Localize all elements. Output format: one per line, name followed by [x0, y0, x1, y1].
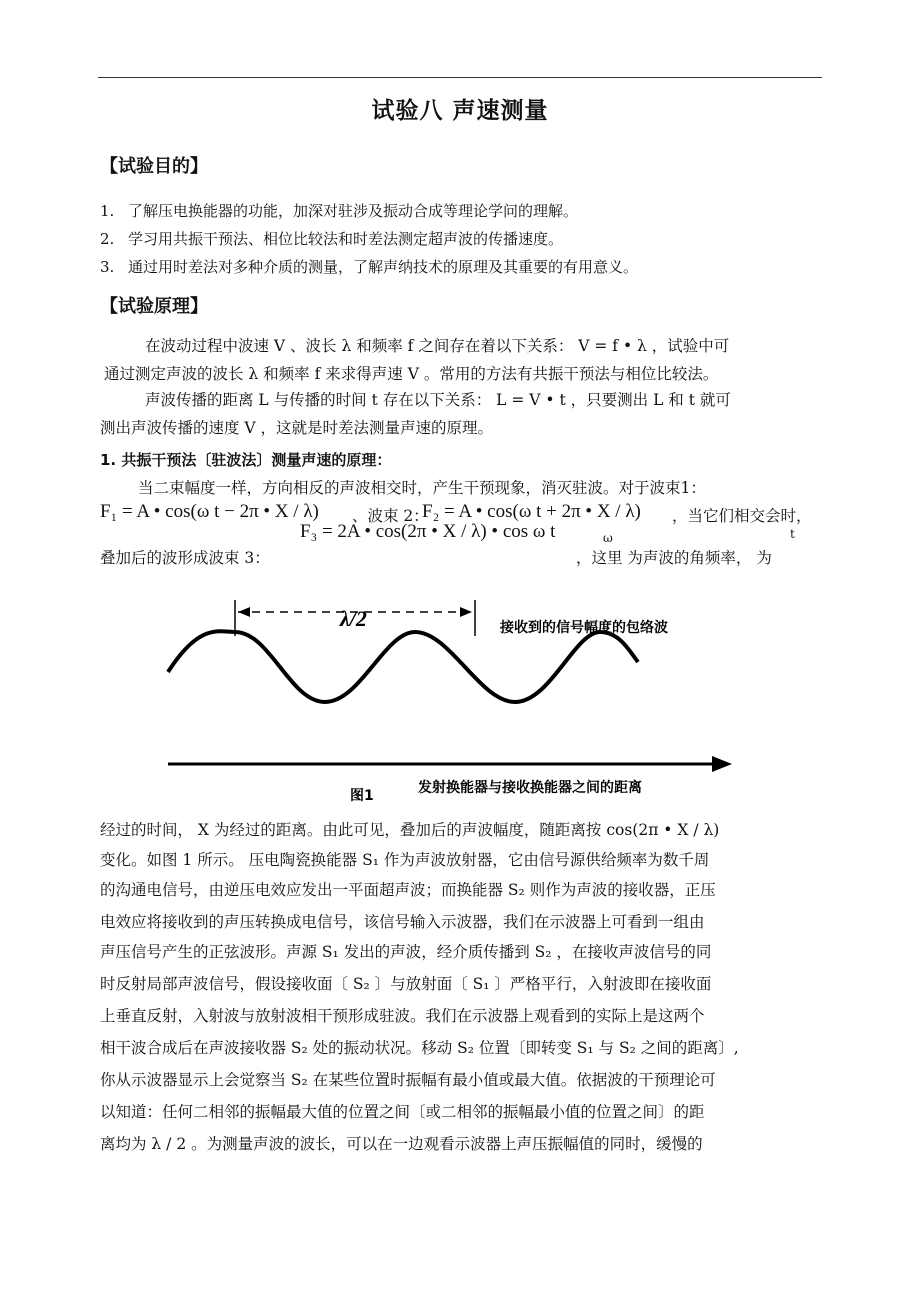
- axis-arrow-icon: [712, 756, 732, 772]
- equation-tail: ，当它们相交会时，: [672, 507, 812, 525]
- figure-caption: 图1: [350, 788, 374, 804]
- equation-f1: F₁ = A • cos(ω t − 2π • X / λ): [100, 501, 319, 522]
- paragraph-line: 离均为 λ / 2 。为测量声波的波长，可以在一边观看示波器上声压振幅值的同时，缓慢的: [100, 1135, 703, 1153]
- section-heading-purpose: 【试验目的】: [100, 156, 208, 177]
- axis-label: 发射换能器与接收换能器之间的距离: [418, 780, 642, 796]
- paragraph-line: 的沟通电信号，由逆压电效应发出一平面超声波；而换能器 S₂ 则作为声波的接收器，正压: [100, 881, 716, 899]
- list-item: 1. 了解压电换能器的功能，加深对驻涉及振动合成等理论学问的理解。: [100, 202, 579, 220]
- paragraph-line: 当二束幅度一样，方向相反的声波相交时，产生干预现象，消灭驻波。对于波束1：: [138, 479, 706, 497]
- envelope-label: 接收到的信号幅度的包络波: [500, 620, 668, 636]
- omega-label: ω: [603, 531, 613, 545]
- subsection-heading: 1. 共振干预法〔驻波法〕测量声速的原理：: [100, 451, 392, 469]
- paragraph-line: 经过的时间， X 为经过的距离。由此可见，叠加后的声波幅度，随距离按 cos(2π • X / λ): [100, 821, 720, 839]
- paragraph-line: 在波动过程中波速 V 、波长 λ 和频率 f 之间存在着以下关系： V = f • λ ，试验中可: [145, 337, 730, 355]
- list-item: 2. 学习用共振干预法、相位比较法和时差法测定超声波的传播速度。: [100, 230, 564, 248]
- paragraph-line: 电效应将接收到的声压转换成电信号，该信号输入示波器，我们在示波器上可看到一组由: [100, 913, 705, 931]
- paragraph-line: 上垂直反射，入射波与放射波相干预形成驻波。我们在示波器上观看到的实际上是这两个: [100, 1007, 705, 1025]
- equation-connector: 、波束 2：: [352, 507, 429, 525]
- equation-f3: F₃ = 2A • cos(2π • X / λ) • cos ω t: [300, 521, 556, 542]
- equation-f2: F₂ = A • cos(ω t + 2π • X / λ): [422, 501, 641, 522]
- lambda-half-label: λ/2: [340, 606, 367, 631]
- section-heading-principle: 【试验原理】: [100, 296, 208, 317]
- paragraph-line: 声波传播的距离 L 与传播的时间 t 存在以下关系： L = V • t ，只要测出 L 和 t 就可: [145, 391, 731, 409]
- figure-1: [160, 592, 740, 812]
- paragraph-line: 声压信号产生的正弦波形。声源 S₁ 发出的声波，经介质传播到 S₂ ，在接收声波信号的同: [100, 943, 712, 961]
- page-title: 试验八 声速测量: [371, 98, 549, 124]
- header-rule: [98, 77, 822, 78]
- paragraph-line: 时反射局部声波信号，假设接收面〔 S₂ 〕与放射面〔 S₁ 〕严格平行，入射波即在接收面: [100, 975, 712, 993]
- envelope-wave: [168, 631, 638, 702]
- paragraph-line: 以知道：任何二相邻的振幅最大值的位置之间〔或二相邻的振幅最小值的位置之间〕的距: [100, 1103, 705, 1121]
- paragraph-line: 相干波合成后在声波接收器 S₂ 处的振动状况。移动 S₂ 位置〔即转变 S₁ 与 S₂ 之间的距离〕,: [100, 1039, 739, 1057]
- paragraph-line: 通过测定声波的波长 λ 和频率 f 来求得声速 V 。常用的方法有共振干预法与相位比较法。: [104, 365, 719, 383]
- paragraph-line: 变化。如图 1 所示。 压电陶瓷换能器 S₁ 作为声波放射器，它由信号源供给频率为数千周: [100, 851, 710, 869]
- list-item: 3. 通过用时差法对多种介质的测量，了解声纳技术的原理及其重要的有用意义。: [100, 258, 639, 276]
- t-label: t: [790, 527, 795, 541]
- paragraph-line: 叠加后的波形成波束 3：: [100, 549, 270, 567]
- arrow-right-icon: [460, 607, 472, 617]
- paragraph-line: ，这里 为声波的角频率， 为: [576, 549, 772, 567]
- arrow-left-icon: [238, 607, 250, 617]
- paragraph-line: 你从示波器显示上会觉察当 S₂ 在某些位置时振幅有最小值或最大值。依据波的干预理论可: [100, 1071, 716, 1089]
- paragraph-line: 测出声波传播的速度 V ，这就是时差法测量声速的原理。: [100, 419, 494, 437]
